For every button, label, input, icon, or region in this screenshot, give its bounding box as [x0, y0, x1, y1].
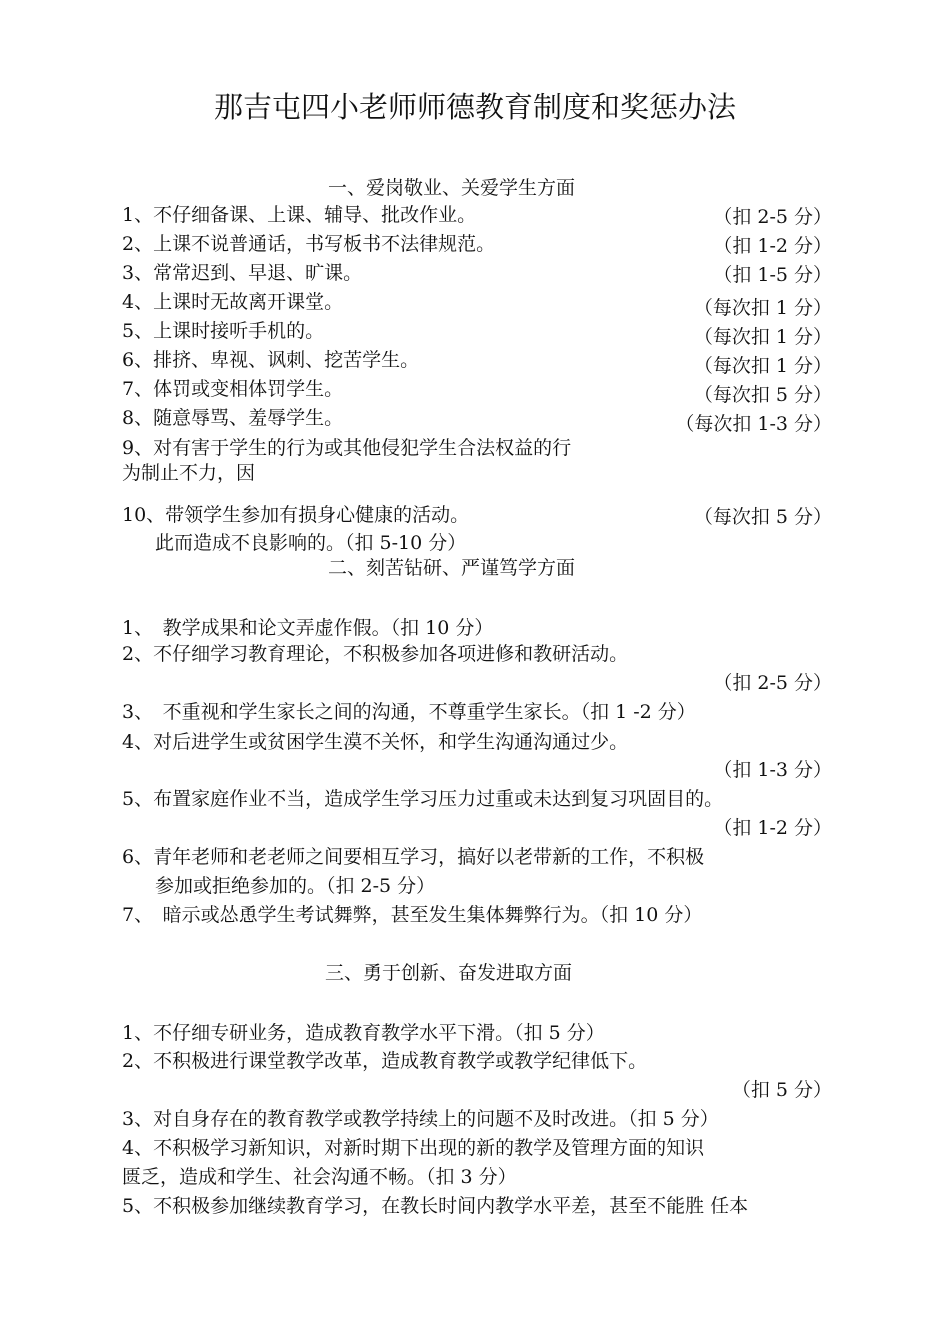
penalty-label: （扣 5 分）: [731, 1079, 832, 1101]
list-item: 2、上课不说普通话，书写板书不法律规范。: [122, 233, 496, 255]
list-item: 5、上课时接听手机的。: [122, 320, 325, 342]
penalty-label: （每次扣 5 分）: [693, 506, 832, 528]
list-item-continuation: 此而造成不良影响的。（扣 5-10 分）: [155, 532, 467, 554]
list-item: 5、布置家庭作业不当，造成学生学习压力过重或未达到复习巩固目的。: [122, 788, 724, 810]
list-item: 3、对自身存在的教育教学或教学持续上的问题不及时改进。（扣 5 分）: [122, 1108, 719, 1130]
list-item: 7、体罚或变相体罚学生。: [122, 378, 344, 400]
list-item: 4、上课时无故离开课堂。: [122, 291, 344, 313]
penalty-label: （扣 1-5 分）: [713, 264, 832, 286]
list-item: 9、对有害于学生的行为或其他侵犯学生合法权益的行: [122, 437, 572, 459]
list-item-continuation: 为制止不力，因: [122, 462, 256, 484]
list-item-continuation: 匮乏，造成和学生、社会沟通不畅。（扣 3 分）: [122, 1166, 517, 1188]
penalty-label: （扣 1-2 分）: [713, 235, 832, 257]
list-item: 3、 不重视和学生家长之间的沟通，不尊重学生家长。（扣 1 -2 分）: [122, 701, 696, 723]
list-item: 6、青年老师和老老师之间要相互学习，搞好以老带新的工作，不积极: [122, 846, 705, 868]
penalty-label: （每次扣 1 分）: [693, 326, 832, 348]
list-item: 1、不仔细备课、上课、辅导、批改作业。: [122, 204, 477, 226]
list-item: 4、不积极学习新知识，对新时期下出现的新的教学及管理方面的知识: [122, 1137, 705, 1159]
list-item: 1、不仔细专研业务，造成教育教学水平下滑。（扣 5 分）: [122, 1022, 605, 1044]
list-item: 8、随意辱骂、羞辱学生。: [122, 407, 344, 429]
penalty-label: （扣 1-3 分）: [713, 759, 832, 781]
list-item: 1、 教学成果和论文弄虚作假。（扣 10 分）: [122, 617, 494, 639]
penalty-label: （每次扣 1 分）: [693, 355, 832, 377]
list-item: 6、排挤、卑视、讽刺、挖苦学生。: [122, 349, 420, 371]
section-heading-2: 二、刻苦钻研、严谨笃学方面: [328, 557, 576, 579]
section-heading-3: 三、勇于创新、奋发进取方面: [325, 962, 573, 984]
document-title: 那吉屯四小老师师德教育制度和奖惩办法: [213, 90, 736, 124]
list-item: 10、带领学生参加有损身心健康的活动。: [122, 504, 470, 526]
list-item: 2、不积极进行课堂教学改革，造成教育教学或教学纪律低下。: [122, 1050, 648, 1072]
penalty-label: （每次扣 5 分）: [693, 384, 832, 406]
penalty-label: （扣 2-5 分）: [713, 672, 832, 694]
list-item-continuation: 参加或拒绝参加的。（扣 2-5 分）: [155, 875, 436, 897]
penalty-label: （每次扣 1-3 分）: [675, 413, 832, 435]
list-item: 4、对后进学生或贫困学生漠不关怀，和学生沟通沟通过少。: [122, 731, 629, 753]
penalty-label: （扣 2-5 分）: [713, 206, 832, 228]
list-item: 5、不积极参加继续教育学习，在教长时间内教学水平差，甚至不能胜 任本: [122, 1195, 749, 1217]
list-item: 7、 暗示或怂恿学生考试舞弊，甚至发生集体舞弊行为。（扣 10 分）: [122, 904, 703, 926]
penalty-label: （扣 1-2 分）: [713, 817, 832, 839]
section-heading-1: 一、爱岗敬业、关爱学生方面: [328, 177, 576, 199]
penalty-label: （每次扣 1 分）: [693, 297, 832, 319]
list-item: 2、不仔细学习教育理论，不积极参加各项进修和教研活动。: [122, 643, 629, 665]
list-item: 3、常常迟到、早退、旷课。: [122, 262, 363, 284]
